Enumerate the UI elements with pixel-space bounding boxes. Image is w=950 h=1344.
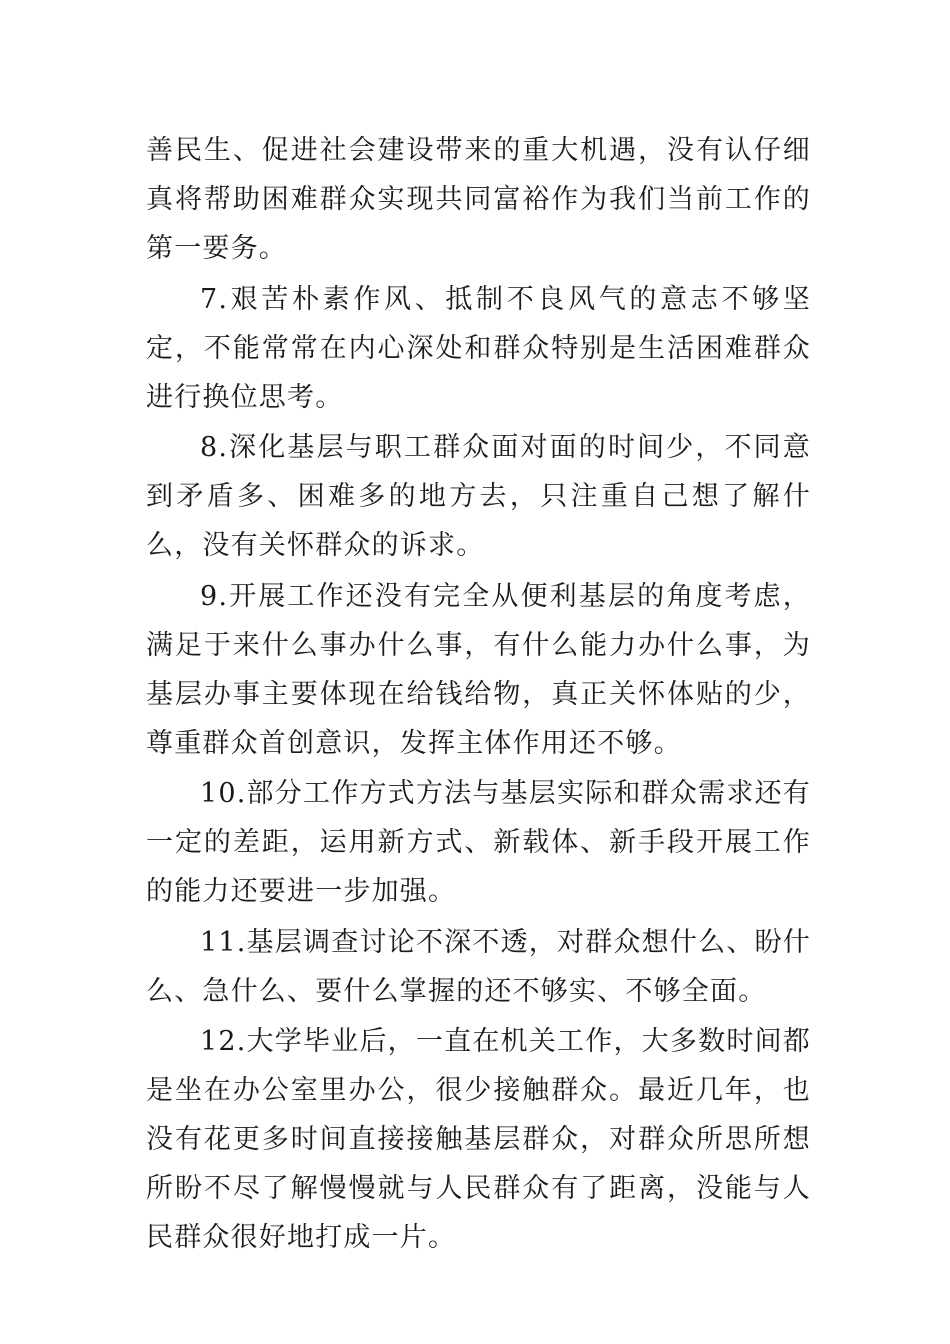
paragraph-item-7: 7.艰苦朴素作风、抵制不良风气的意志不够坚定，不能常常在内心深处和群众特别是生活困难群众进行换位思考。 <box>146 283 811 413</box>
document-body <box>146 126 811 1264</box>
paragraph-item-10: 10.部分工作方式方法与基层实际和群众需求还有一定的差距，运用新方式、新载体、新手段开展工作的能力还要进一步加强。 <box>146 778 811 907</box>
paragraph-item-12: 12.大学毕业后，一直在机关工作，大多数时间都是坐在办公室里办公，很少接触群众。最近几年，也没有花更多时间直接接触基层群众，对群众所思所想所盼不尽了解慢慢就与人民群众有了距离，没能与人民群众很好地打成一片。 <box>146 1026 811 1253</box>
paragraph-item-8: 8.深化基层与职工群众面对面的时间少，不同意到矛盾多、困难多的地方去，只注重自己想了解什么，没有关怀群众的诉求。 <box>146 432 811 561</box>
paragraph-continuation: 善民生、促进社会建设带来的重大机遇，没有认仔细真将帮助困难群众实现共同富裕作为我们当前工作的第一要务。 <box>146 135 811 264</box>
paragraph-item-11: 11.基层调查讨论不深不透，对群众想什么、盼什么、急什么、要什么掌握的还不够实、不够全面。 <box>146 926 811 1007</box>
paragraph-item-9: 9.开展工作还没有完全从便利基层的角度考虑，满足于来什么事办什么事，有什么能力办什么事，为基层办事主要体现在给钱给物，真正关怀体贴的少，尊重群众首创意识，发挥主体作用还不够。 <box>146 580 811 759</box>
